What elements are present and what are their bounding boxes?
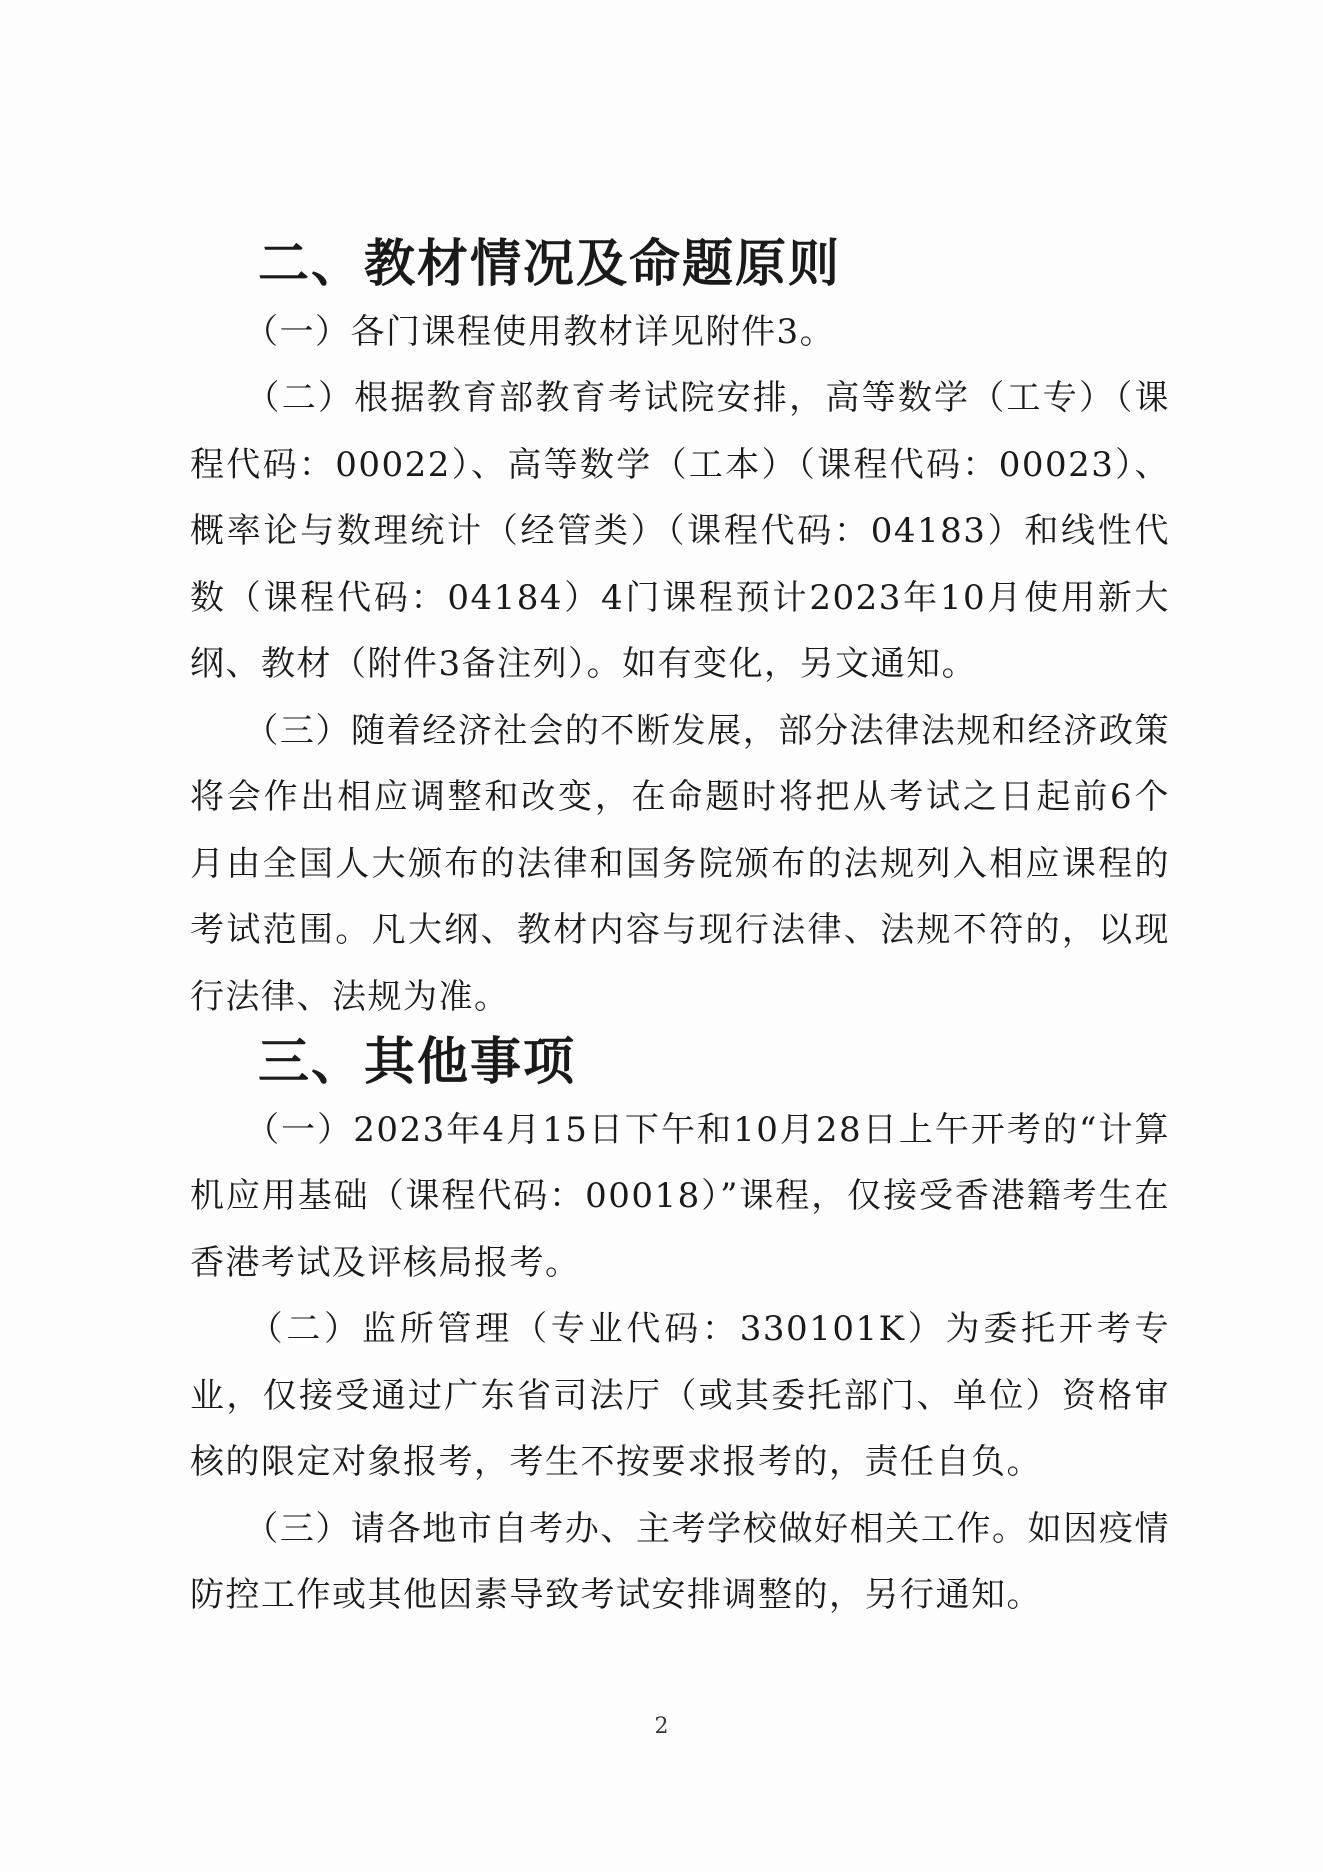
paragraph-other-3: （三）请各地市自考办、主考学校做好相关工作。如因疫情防控工作或其他因素导致考试安排调整的，另行通知。: [190, 1508, 1170, 1615]
paragraph-textbooks-1: （一）各门课程使用教材详见附件3。: [190, 311, 836, 352]
document-body: [190, 232, 1170, 1629]
paragraph-textbooks-2: （二）根据教育部教育考试院安排，高等数学（工专）（课程代码：00022）、高等数学（工本）（课程代码：00023）、概率论与数理统计（经管类）（课程代码：04183）和线性代数（课程代码：04184）4门课程预计2023年10月使用新大纲、教材（附件3备注列）。如有变化，另文通知。: [190, 378, 1170, 684]
section-heading-other-matters: 三、其他事项: [258, 1033, 577, 1092]
paragraph-textbooks-3: （三）随着经济社会的不断发展，部分法律法规和经济政策将会作出相应调整和改变，在命题时将把从考试之日起前6个月由全国人大颁布的法律和国务院颁布的法规列入相应课程的考试范围。凡大纲、教材内容与现行法律、法规不符的，以现行法律、法规为准。: [190, 710, 1170, 1017]
paragraph-other-1: （一）2023年4月15日下午和10月28日上午开考的“计算机应用基础（课程代码：00018）”课程，仅接受香港籍考生在香港考试及评核局报考。: [190, 1109, 1170, 1283]
paragraph-other-2: （二）监所管理（专业代码：330101K）为委托开考专业，仅接受通过广东省司法厅（或其委托部门、单位）资格审核的限定对象报考，考生不按要求报考的，责任自负。: [190, 1309, 1170, 1482]
section-heading-textbooks: 二、教材情况及命题原则: [258, 235, 842, 294]
page-number: 2: [654, 1714, 669, 1739]
